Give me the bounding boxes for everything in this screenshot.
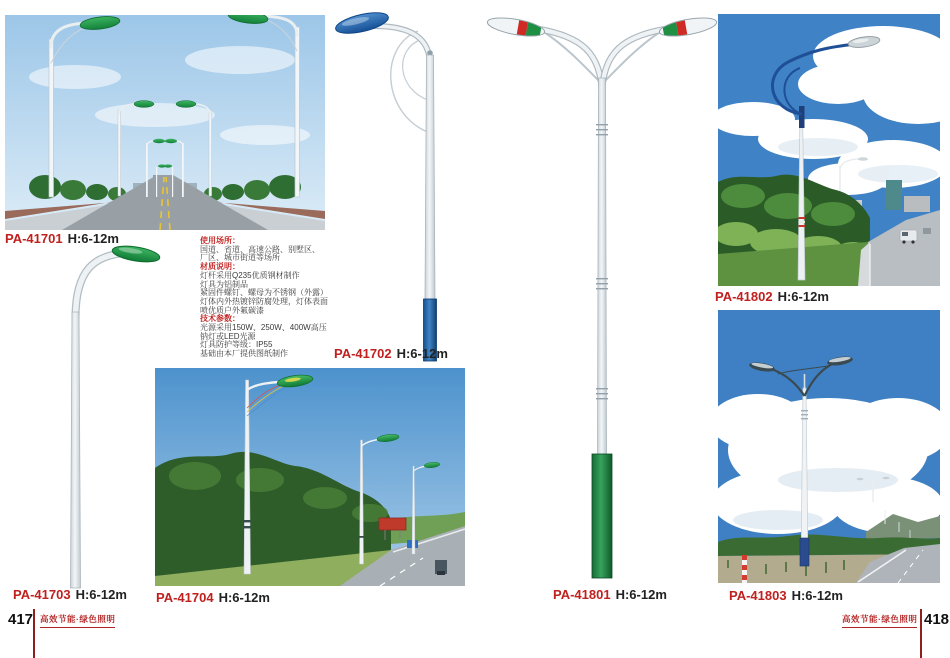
product-render-pa41703 (0, 242, 165, 592)
product-render-pa41702 (330, 3, 480, 363)
product-height: H:6-12m (218, 590, 270, 605)
spec-text-block (200, 237, 350, 359)
tall-building (886, 180, 902, 210)
lamp-head-blue (334, 9, 390, 38)
product-label-pa41801 (553, 587, 667, 602)
spec-line: 基础由本厂提供图纸制作 (200, 349, 288, 359)
footer-divider-right (920, 609, 922, 658)
product-photo-pa41701 (5, 15, 325, 230)
product-code: PA-41802 (715, 289, 773, 304)
bollard (742, 555, 747, 583)
product-label-pa41802 (715, 289, 829, 304)
spec-line: 钠灯或LED光源 (200, 331, 256, 341)
product-label-pa41702 (334, 346, 448, 361)
lamp-head-green (111, 243, 161, 264)
product-height: H:6-12m (67, 231, 119, 246)
spec-line: 喷优质户外氟碳漆 (200, 305, 264, 315)
spec-line: 厂区、城市街道等场所 (200, 253, 280, 263)
spec-line: 灯体内外热镀锌防腐处理，灯体表面 (200, 296, 328, 306)
pole (425, 55, 435, 299)
footer-slogan-right: 高效节能·绿色照明 (842, 613, 917, 628)
car (923, 228, 931, 234)
product-label-pa41803 (729, 588, 843, 603)
spec-tech-title: 技术参数： (200, 314, 240, 324)
spec-usage-title: 使用场所： (200, 236, 240, 245)
product-label-pa41704 (156, 590, 270, 605)
pole-base-green (592, 454, 612, 578)
spec-line: 灯具防护等级：IP55 (200, 340, 273, 350)
product-code: PA-41701 (5, 231, 63, 246)
product-height: H:6-12m (396, 346, 448, 361)
buildings (904, 196, 930, 212)
lamp-head-left (485, 13, 547, 41)
spec-line: 光源采用150W、250W、400W高压 (200, 323, 327, 333)
product-photo-pa41803 (718, 310, 940, 583)
product-height: H:6-12m (777, 289, 829, 304)
product-label-pa41703 (13, 587, 127, 602)
pole (71, 312, 81, 588)
product-height: H:6-12m (791, 588, 843, 603)
product-height: H:6-12m (75, 587, 127, 602)
product-code: PA-41801 (553, 587, 611, 602)
product-code: PA-41704 (156, 590, 214, 605)
product-photo-pa41704 (155, 368, 465, 586)
product-height: H:6-12m (615, 587, 667, 602)
spec-line: 灯具为铝制品 (200, 279, 248, 289)
footer-divider-left (33, 609, 35, 658)
page-number-right: 418 (924, 611, 950, 628)
lamp-head-right (657, 13, 719, 41)
truck (435, 560, 447, 575)
spec-line: 紧固件螺钉、螺母为不锈钢（外露） (200, 288, 328, 298)
product-photo-pa41802 (718, 14, 940, 286)
lamp-arm (76, 253, 127, 318)
footer-slogan-left: 高效节能·绿色照明 (40, 613, 115, 628)
spec-line: 国道、省道、高速公路、别墅区、 (200, 244, 320, 254)
spec-line: 灯杆采用Q235优质钢材制作 (200, 270, 300, 280)
lamp-arm (374, 26, 430, 65)
product-code: PA-41703 (13, 587, 71, 602)
product-code: PA-41803 (729, 588, 787, 603)
product-code: PA-41702 (334, 346, 392, 361)
product-render-pa41801 (480, 6, 725, 584)
page-number-left: 417 (8, 611, 34, 628)
spec-material-title: 材质说明： (200, 262, 240, 272)
